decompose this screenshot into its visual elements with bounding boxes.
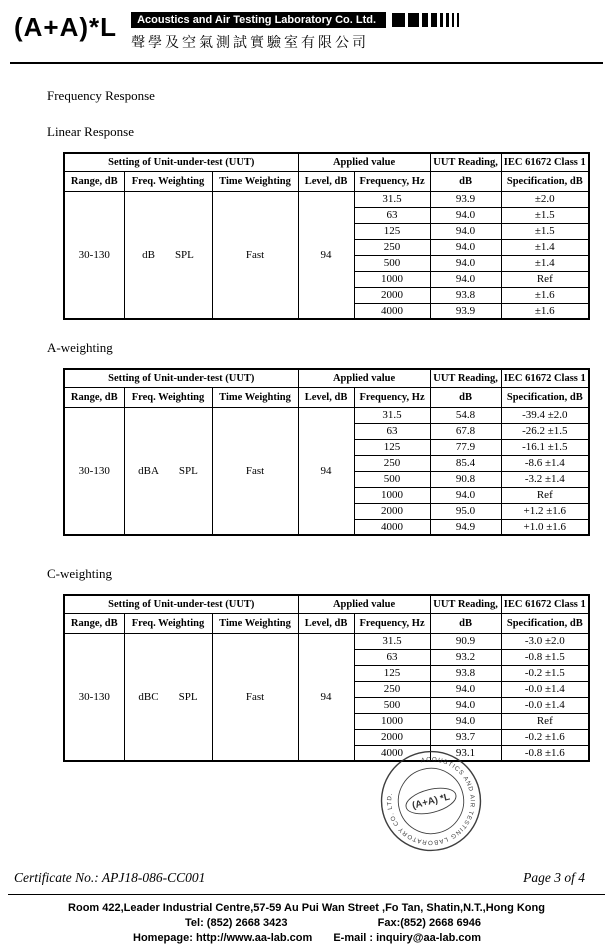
spec-cell: ±1.6 — [501, 287, 589, 303]
spec-cell: ±1.4 — [501, 239, 589, 255]
frequency-cell: 125 — [354, 223, 430, 239]
frequency-cell: 4000 — [354, 745, 430, 761]
spec-cell: -16.1 ±1.5 — [501, 439, 589, 455]
table-subtitle-c-weighting: C-weighting — [47, 566, 613, 582]
range-cell: 30-130 — [64, 191, 124, 319]
reading-cell: 67.8 — [430, 423, 501, 439]
col-header-freq-weighting: Freq. Weighting — [124, 613, 212, 633]
spec-cell: Ref — [501, 271, 589, 287]
reading-cell: 54.8 — [430, 407, 501, 423]
spec-cell: ±1.5 — [501, 207, 589, 223]
freq-weighting-mode: SPL — [175, 249, 194, 261]
tel-fax-line — [133, 917, 481, 931]
footer-address-block — [0, 902, 613, 945]
freq-weighting-value: dBA — [138, 465, 159, 477]
spec-cell: -0.8 ±1.5 — [501, 649, 589, 665]
reading-cell: 95.0 — [430, 503, 501, 519]
reading-cell: 94.0 — [430, 207, 501, 223]
reading-cell: 94.0 — [430, 223, 501, 239]
reading-cell: 93.9 — [430, 303, 501, 319]
certificate-number: Certificate No.: APJ18-086-CC001 — [14, 870, 205, 886]
col-header-time-weighting: Time Weighting — [212, 613, 298, 633]
col-header-frequency: Frequency, Hz — [354, 387, 430, 407]
spec-cell: ±1.5 — [501, 223, 589, 239]
frequency-cell: 500 — [354, 471, 430, 487]
homepage-email-line — [133, 932, 481, 945]
page-number: Page 3 of 4 — [523, 870, 585, 886]
spec-cell: -0.0 ±1.4 — [501, 697, 589, 713]
col-header-range: Range, dB — [64, 171, 124, 191]
frequency-cell: 2000 — [354, 729, 430, 745]
reading-cell: 94.0 — [430, 255, 501, 271]
frequency-cell: 31.5 — [354, 191, 430, 207]
frequency-cell: 125 — [354, 665, 430, 681]
tel-number: Tel: (852) 2668 3423 — [185, 917, 288, 931]
col-group-applied-value: Applied value — [298, 369, 430, 387]
spec-cell: -0.2 ±1.5 — [501, 665, 589, 681]
stamp-center-text: (A+A) *L — [411, 792, 451, 812]
level-cell: 94 — [298, 633, 354, 761]
frequency-cell: 2000 — [354, 287, 430, 303]
spec-cell: +1.0 ±1.6 — [501, 519, 589, 535]
frequency-cell: 1000 — [354, 271, 430, 287]
freq-weighting-cell — [124, 633, 212, 761]
col-header-time-weighting: Time Weighting — [212, 387, 298, 407]
reading-cell: 93.8 — [430, 287, 501, 303]
frequency-cell: 500 — [354, 697, 430, 713]
table-group-header-row — [64, 595, 589, 613]
spec-cell: -0.8 ±1.6 — [501, 745, 589, 761]
homepage-url: Homepage: http://www.aa-lab.com — [133, 932, 312, 945]
col-header-range: Range, dB — [64, 387, 124, 407]
reading-cell: 94.0 — [430, 697, 501, 713]
col-header-freq-weighting: Freq. Weighting — [124, 171, 212, 191]
frequency-cell: 31.5 — [354, 633, 430, 649]
freq-weighting-value: dBC — [138, 691, 158, 703]
reading-cell: 90.9 — [430, 633, 501, 649]
spec-cell: -8.6 ±1.4 — [501, 455, 589, 471]
reading-cell: 90.8 — [430, 471, 501, 487]
freq-weighting-mode: SPL — [179, 465, 198, 477]
level-cell: 94 — [298, 407, 354, 535]
col-header-iec-class: IEC 61672 Class 1 — [501, 595, 589, 613]
frequency-cell: 125 — [354, 439, 430, 455]
col-header-frequency: Frequency, Hz — [354, 171, 430, 191]
table-a-weighting — [63, 368, 590, 536]
freq-weighting-value: dB — [142, 249, 155, 261]
spec-cell: -3.0 ±2.0 — [501, 633, 589, 649]
range-cell: 30-130 — [64, 407, 124, 535]
company-name-banner: Acoustics and Air Testing Laboratory Co. Ltd. — [131, 12, 386, 28]
spec-cell: -26.2 ±1.5 — [501, 423, 589, 439]
company-name-chinese: 聲學及空氣測試實驗室有限公司 — [131, 32, 459, 52]
table-subtitle-linear: Linear Response — [47, 124, 613, 140]
table-column-header-row — [64, 387, 589, 407]
col-group-uut-setting: Setting of Unit-under-test (UUT) — [64, 153, 298, 171]
reading-cell: 77.9 — [430, 439, 501, 455]
col-group-uut-setting: Setting of Unit-under-test (UUT) — [64, 369, 298, 387]
col-header-uut-reading: UUT Reading, — [430, 595, 501, 613]
footer-divider — [8, 894, 605, 895]
time-weighting-cell: Fast — [212, 407, 298, 535]
col-header-uut-reading: UUT Reading, — [430, 153, 501, 171]
table-row — [64, 633, 589, 649]
frequency-cell: 2000 — [354, 503, 430, 519]
col-header-iec-class: IEC 61672 Class 1 — [501, 369, 589, 387]
spec-cell: Ref — [501, 713, 589, 729]
col-header-frequency: Frequency, Hz — [354, 613, 430, 633]
frequency-cell: 500 — [354, 255, 430, 271]
freq-weighting-mode: SPL — [179, 691, 198, 703]
table-c-weighting — [63, 594, 590, 762]
reading-cell: 94.0 — [430, 487, 501, 503]
col-group-applied-value: Applied value — [298, 595, 430, 613]
frequency-cell: 1000 — [354, 713, 430, 729]
reading-cell: 94.0 — [430, 713, 501, 729]
reading-cell: 93.7 — [430, 729, 501, 745]
frequency-cell: 1000 — [354, 487, 430, 503]
company-name-block — [131, 12, 459, 52]
logo-bars-icon — [392, 12, 459, 28]
reading-cell: 85.4 — [430, 455, 501, 471]
email-address: E-mail : inquiry@aa-lab.com — [333, 932, 481, 945]
col-header-reading-unit: dB — [430, 613, 501, 633]
table-column-header-row — [64, 613, 589, 633]
spec-cell: -0.2 ±1.6 — [501, 729, 589, 745]
table-subtitle-a-weighting: A-weighting — [47, 340, 613, 356]
frequency-cell: 4000 — [354, 519, 430, 535]
freq-weighting-cell — [124, 407, 212, 535]
col-header-range: Range, dB — [64, 613, 124, 633]
spec-cell: Ref — [501, 487, 589, 503]
header-divider — [10, 62, 603, 64]
spec-cell: ±1.6 — [501, 303, 589, 319]
col-header-iec-class: IEC 61672 Class 1 — [501, 153, 589, 171]
col-header-level: Level, dB — [298, 387, 354, 407]
frequency-cell: 63 — [354, 423, 430, 439]
frequency-cell: 31.5 — [354, 407, 430, 423]
table-linear-response — [63, 152, 590, 320]
col-group-uut-setting: Setting of Unit-under-test (UUT) — [64, 595, 298, 613]
table-row — [64, 407, 589, 423]
col-header-specification: Specification, dB — [501, 613, 589, 633]
time-weighting-cell: Fast — [212, 633, 298, 761]
spec-cell: +1.2 ±1.6 — [501, 503, 589, 519]
col-header-time-weighting: Time Weighting — [212, 171, 298, 191]
reading-cell: 94.0 — [430, 681, 501, 697]
col-header-reading-unit: dB — [430, 387, 501, 407]
spec-cell: -39.4 ±2.0 — [501, 407, 589, 423]
table-group-header-row — [64, 153, 589, 171]
table-column-header-row — [64, 171, 589, 191]
company-logo: (A+A)*L — [14, 12, 117, 40]
spec-cell: ±1.4 — [501, 255, 589, 271]
frequency-cell: 250 — [354, 455, 430, 471]
spec-cell: ±2.0 — [501, 191, 589, 207]
banner-row — [131, 12, 459, 28]
reading-cell: 93.8 — [430, 665, 501, 681]
stamp-ring-text: ACOUSTICS AND AIR TESTING LABORATORY CO. LTD. — [377, 747, 486, 856]
frequency-cell: 63 — [354, 649, 430, 665]
col-header-level: Level, dB — [298, 613, 354, 633]
col-header-specification: Specification, dB — [501, 171, 589, 191]
section-title: Frequency Response — [47, 88, 613, 104]
freq-weighting-cell — [124, 191, 212, 319]
frequency-cell: 63 — [354, 207, 430, 223]
col-header-level: Level, dB — [298, 171, 354, 191]
time-weighting-cell: Fast — [212, 191, 298, 319]
frequency-cell: 4000 — [354, 303, 430, 319]
frequency-cell: 250 — [354, 239, 430, 255]
table-group-header-row — [64, 369, 589, 387]
certificate-row — [14, 870, 585, 886]
spec-cell: -3.2 ±1.4 — [501, 471, 589, 487]
reading-cell: 93.9 — [430, 191, 501, 207]
company-address: Room 422,Leader Industrial Centre,57-59 Au Pui Wan Street ,Fo Tan, Shatin,N.T.,Hong Kong — [0, 902, 613, 916]
reading-cell: 94.0 — [430, 239, 501, 255]
reading-cell: 94.0 — [430, 271, 501, 287]
fax-number: Fax:(852) 2668 6946 — [378, 917, 481, 931]
frequency-cell: 250 — [354, 681, 430, 697]
letterhead — [0, 0, 613, 52]
spec-cell: -0.0 ±1.4 — [501, 681, 589, 697]
reading-cell: 93.2 — [430, 649, 501, 665]
col-header-freq-weighting: Freq. Weighting — [124, 387, 212, 407]
table-row — [64, 191, 589, 207]
col-header-uut-reading: UUT Reading, — [430, 369, 501, 387]
col-header-reading-unit: dB — [430, 171, 501, 191]
range-cell: 30-130 — [64, 633, 124, 761]
reading-cell: 94.9 — [430, 519, 501, 535]
col-header-specification: Specification, dB — [501, 387, 589, 407]
level-cell: 94 — [298, 191, 354, 319]
reading-cell: 93.1 — [430, 745, 501, 761]
col-group-applied-value: Applied value — [298, 153, 430, 171]
